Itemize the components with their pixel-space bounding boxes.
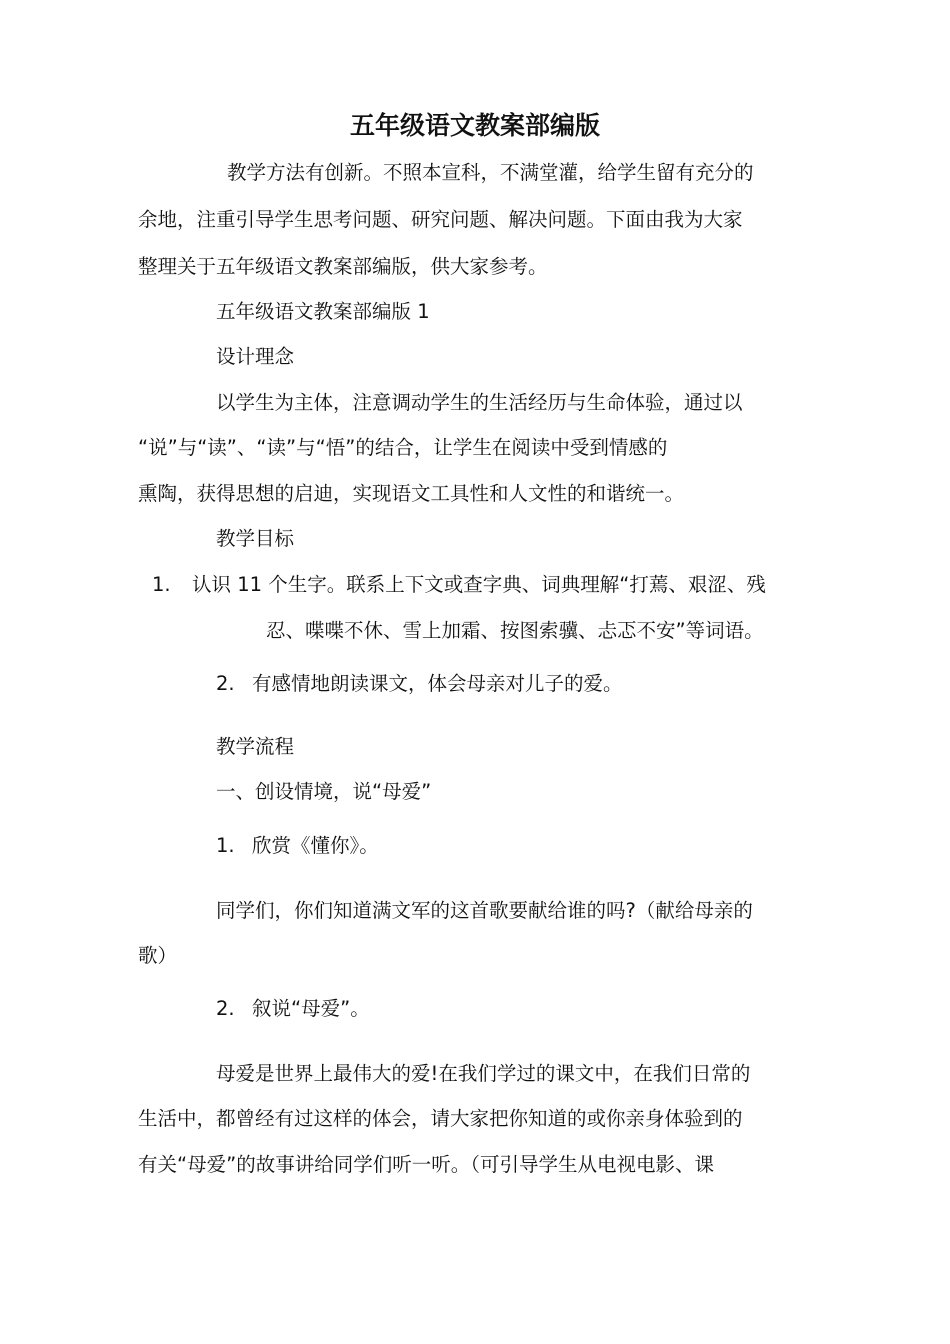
goal-text-line: 认识 11 个生字。联系上下文或查字典、词典理解“打蔫、艰涩、残 bbox=[192, 573, 766, 596]
question-line: 同学们，你们知道满文军的这首歌要献给谁的吗?（献给母亲的 bbox=[216, 899, 753, 922]
closing-line: 有关“母爱”的故事讲给同学们听一听。（可引导学生从电视电影、课 bbox=[138, 1153, 714, 1176]
intro-line: 整理关于五年级语文教案部编版，供大家参考。 bbox=[138, 255, 548, 278]
step-text: 叙说“母爱”。 bbox=[252, 997, 370, 1020]
goal-text-line: 有感情地朗读课文，体会母亲对儿子的爱。 bbox=[252, 672, 623, 695]
intro-line: 教学方法有创新。不照本宣科，不满堂灌，给学生留有充分的 bbox=[227, 161, 754, 184]
question-line: 歌） bbox=[138, 944, 178, 967]
step-text: 欣赏《懂你》。 bbox=[252, 834, 379, 857]
step-number: 2. bbox=[216, 997, 235, 1020]
closing-line: 母爱是世界上最伟大的爱!在我们学过的课文中，在我们日常的 bbox=[216, 1062, 751, 1085]
intro-line: 余地，注重引导学生思考问题、研究问题、解决问题。下面由我为大家 bbox=[138, 208, 743, 231]
process-heading: 教学流程 bbox=[216, 735, 295, 758]
goal-text-line: 忍、喋喋不休、雪上加霜、按图索骥、忐忑不安”等词语。 bbox=[266, 619, 764, 642]
step-one-heading: 一、创设情境，说“母爱” bbox=[216, 780, 432, 803]
step-number: 1. bbox=[216, 834, 235, 857]
goals-heading: 教学目标 bbox=[216, 527, 295, 550]
goal-number: 2. bbox=[216, 672, 235, 695]
design-text-line: 以学生为主体，注意调动学生的生活经历与生命体验，通过以 bbox=[216, 391, 743, 414]
goal-number: 1. bbox=[152, 573, 171, 596]
closing-line: 生活中，都曾经有过这样的体会，请大家把你知道的或你亲身体验到的 bbox=[138, 1107, 743, 1130]
design-text-line: “说”与“读”、“读”与“悟”的结合，让学生在阅读中受到情感的 bbox=[138, 436, 668, 459]
document-title: 五年级语文教案部编版 bbox=[349, 111, 600, 140]
design-heading: 设计理念 bbox=[216, 345, 295, 368]
design-text-line: 熏陶，获得思想的启迪，实现语文工具性和人文性的和谐统一。 bbox=[138, 482, 685, 505]
section-title: 五年级语文教案部编版 1 bbox=[216, 300, 430, 323]
